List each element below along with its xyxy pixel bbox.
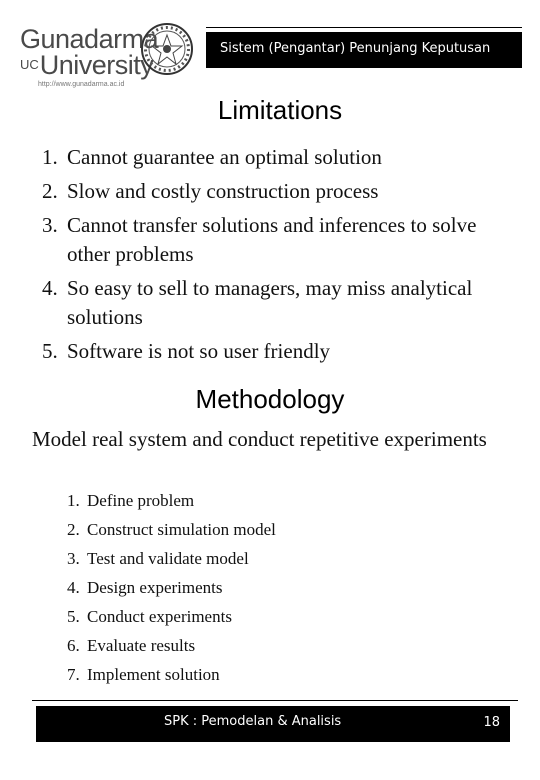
methodology-heading: Methodology [195,384,345,414]
logo-uc: UC [20,57,39,72]
university-seal-icon [140,22,194,76]
methodology-intro: Model real system and conduct repetitive experiments [32,427,487,451]
slide-header [0,0,540,88]
list-item: 2. Construct simulation model [67,520,276,539]
logo-url: http://www.gunadarma.ac.id [38,81,125,88]
methodology-steps [67,486,276,689]
footer-text: SPK : Pemodelan & Analisis [164,714,342,729]
logo-university: University [39,50,154,80]
page-number: 18 [483,715,500,730]
list-item: 2. Slow and costly construction process [42,179,379,203]
list-item: 5. Conduct experiments [67,607,232,626]
list-item: 4. So easy to sell to managers, may miss analytical solutions [42,276,473,329]
university-logo [16,18,186,88]
footer-top-rule [32,700,518,701]
list-item: 3. Test and validate model [67,549,249,568]
list-item: 5. Software is not so user friendly [42,339,331,363]
course-title-bar [206,32,522,68]
list-item: 4. Design experiments [67,578,223,597]
limitations-heading: Limitations [217,95,343,125]
logo-name-line1: Gunadarma [20,24,159,54]
limitations-list [42,143,512,371]
logo-name-line2 [20,52,153,79]
list-item: 1. Cannot guarantee an optimal solution [42,145,382,169]
list-item: 7. Implement solution [67,665,220,684]
list-item: 6. Evaluate results [67,636,196,655]
header-top-rule [206,27,522,28]
course-title: Sistem (Pengantar) Penunjang Keputusan [220,41,491,56]
list-item: 3. Cannot transfer solutions and inferences to solve other problems [42,213,477,266]
slide-footer [36,706,510,742]
list-item: 1. Define problem [67,491,195,510]
